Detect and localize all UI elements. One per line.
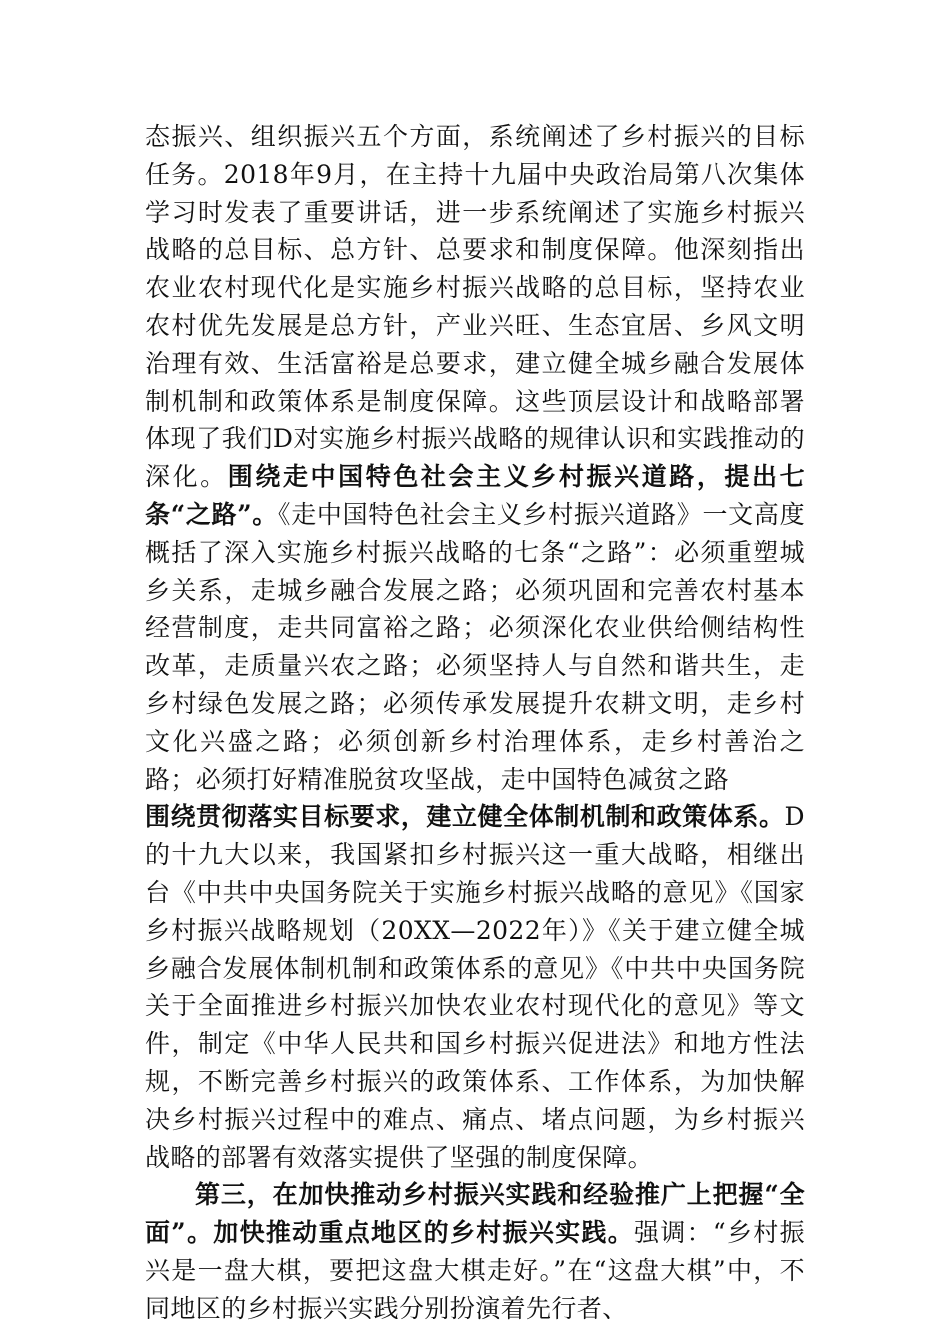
paragraph-text: 态振兴、组织振兴五个方面，系统阐述了乡村振兴的目标任务。2018年9月，在主持十九届中央政治局第八次集体学习时发表了重要讲话，进一步系统阐述了实施乡村振兴战略的总目标、总方针、总要求和制度保障。他深刻指出农业农村现代化是实施乡村振兴战略的总目标，坚持农业农村优先发展是总方针，产业兴旺、生态宜居、乡风文明治理有效、生活富裕是总要求，建立健全城乡融合发展体制机制和政策体系是制度保障。这些顶层设计和战略部署体现了我们D对实施乡村振兴战略的规律认识和实践推动的深化。 (145, 122, 805, 492)
document-page (145, 118, 805, 1328)
paragraph-text: 《走中国特色社会主义乡村振兴道路》一文高度概括了深入实施乡村振兴战略的七条“之路”：必须重塑城乡关系，走城乡融合发展之路；必须巩固和完善农村基本经营制度，走共同富裕之路；必须深化农业供给侧结构性改革，走质量兴农之路；必须坚持人与自然和谐共生，走乡村绿色发展之路；必须传承发展提升农耕文明，走乡村文化兴盛之路；必须创新乡村治理体系，走乡村善治之路；必须打好精准脱贫攻坚战，走中国特色减贫之路 (145, 499, 805, 794)
paragraph-text: D的十九大以来，我国紧扣乡村振兴这一重大战略，相继出台《中共中央国务院关于实施乡村振兴战略的意见》《国家乡村振兴战略规划（20XX—2022年）》《关于建立健全城乡融合发展体制机制和政策体系的意见》《中共中央国务院关于全面推进乡村振兴加快农业农村现代化的意见》等文件，制定《中华人民共和国乡村振兴促进法》和地方性法规，不断完善乡村振兴的政策体系、工作体系，为加快解决乡村振兴过程中的难点、痛点、堵点问题，为乡村振兴战略的部署有效落实提供了坚强的制度保障。 (145, 802, 805, 1172)
bold-heading-policy-system: 围绕贯彻落实目标要求，建立健全体制机制和政策体系。 (145, 802, 785, 832)
bold-heading-section-three: 第三，在加快推动乡村振兴实践和经验推广上把握“全面”。加快推动重点地区的乡村振兴实践。 (145, 1180, 805, 1248)
bold-heading-seven-paths: 围绕走中国特色社会主义乡村振兴道路，提出七条“之路”。 (145, 462, 806, 529)
paragraph-text: 强调：“乡村振兴是一盘大棋，要把这盘大棋走好。”在“这盘大棋”中，不同地区的乡村振兴实践分别扮演着先行者、 (145, 1218, 805, 1323)
body-paragraph (145, 118, 805, 1176)
section-three-paragraph (145, 1176, 805, 1327)
